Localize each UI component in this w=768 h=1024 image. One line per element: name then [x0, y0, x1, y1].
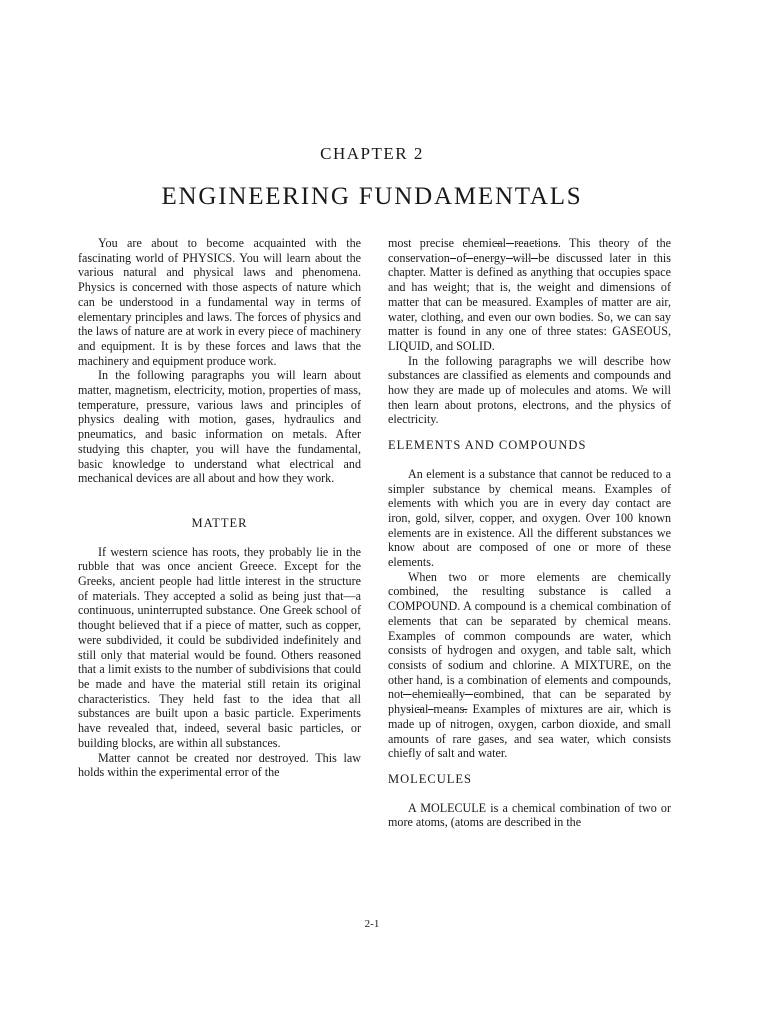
elements-text-b: , that can be separated [521, 687, 659, 702]
molecules-heading: MOLECULES [388, 771, 472, 786]
molecules-paragraph-1: A MOLECULE is a chemical combination of two or more atoms, (atoms are described in the [388, 800, 671, 830]
elements-paragraph-2 [388, 570, 671, 761]
underlined-physical-means: by physical means. [388, 687, 671, 717]
underlined-energy: on of energy will be [437, 250, 550, 265]
intro-paragraph-1: You are about to become acquainted with the fascinating world of PHYSICS. You will learn about the various natural and physical laws and phenomena. Physics is concerned with those aspects of nature which can be understood in a fundamental way in terms of elementary principles and laws. The forces of physics and the laws of nature are at work in every piece of machinery and equipment. It is by these forces and laws that the machinery and equipment produce work. [78, 236, 361, 368]
underlined-chemical-reactions: chemical reactions [462, 236, 558, 250]
right-column [388, 236, 671, 830]
elements-text-c: Examples of mixtures are air, which is made up of nitrogen, oxygen, carbon dioxide, and small amounts of rare gases, and sea water, which consists chiefly of salt and water. [388, 702, 671, 761]
continued-paragraph [388, 236, 671, 354]
elements-heading: ELEMENTS AND COMPOUNDS [388, 438, 587, 453]
continued-text-c: discussed later in this chapter. Matter is defined as anything that occupies space and has weight; that is, the weight and dimensions of matter that can be measured. Examples of matter are air, water, clothing, and even our own bodies. So, we can say matter is found in any one of three states: GASEOUS, LIQUID, and SOLID. [388, 250, 671, 353]
left-column [78, 236, 361, 780]
underlined-not-chemically-combined: not chemically combined [388, 687, 522, 702]
continued-text-a: most precise [388, 236, 463, 250]
elements-text-a: When two or more elements are chemically combined, the resulting substance is called a COMPOUND. A compound is a chemical combination of elements that can be separated by chemical means. Examples of common compounds are water, which consists of hydrogen and oxygen, and table salt, which consists of sodium and chlorine. A MIXTURE, on the other hand, is a combination of elements and compounds, [388, 569, 671, 687]
chapter-label: CHAPTER 2 [320, 144, 424, 163]
page-number: 2-1 [364, 918, 380, 930]
elements-paragraph-1: An element is a substance that cannot be reduced to a simpler substance by chemical means. Examples of elements with which you are in every day contact are iron, gold, silver, copper, and oxygen. Over 100 known elements are in existence. All the different substances we know about are composed of one or more of these elements. [388, 466, 671, 570]
intro-paragraph-2: In the following paragraphs you will learn about matter, magnetism, electricity, motion, properties of mass, temperature, pressure, various laws and principles of physics dealing with motion, gases, hydraulics and pneumatics, and basic information on metals. After studying this chapter, you will have the fundamental, basic knowledge to understand what electrical and mechanical devices are all about and how they work. [78, 368, 361, 486]
classification-paragraph: In the following paragraphs we will describe how substances are classified as elements and compounds and how they are made up of molecules and atoms. We will then learn about protons, electrons, and the physics of electricity. [388, 353, 671, 427]
matter-paragraph-2: Matter cannot be created nor destroyed. This law holds within the experimental error of the [78, 750, 361, 780]
matter-paragraph-1: If western science has roots, they probably lie in the rubble that was once ancient Greece. Except for the Greeks, ancient people had little interest in the structure of materials. They accepted a solid as being just that—a continuous, uninterrupted substance. One Greek school of thought believed that if a piece of matter, such as copper, were subdivided, it could be subdivided indefinitely and still only that material would be found. Others reasoned that a limit exists to the number of subdivisions that could be made and have the material still retain its original characteristics. They held fast to the idea that all substances are built upon a basic particle. Experiments have revealed that, indeed, several basic particles, or building blocks, are within all substances. [78, 544, 361, 750]
chapter-title: ENGINEERING FUNDAMENTALS [161, 183, 583, 210]
matter-heading: MATTER [191, 515, 248, 530]
continued-text-b: . This theory of the conservati [388, 236, 672, 265]
